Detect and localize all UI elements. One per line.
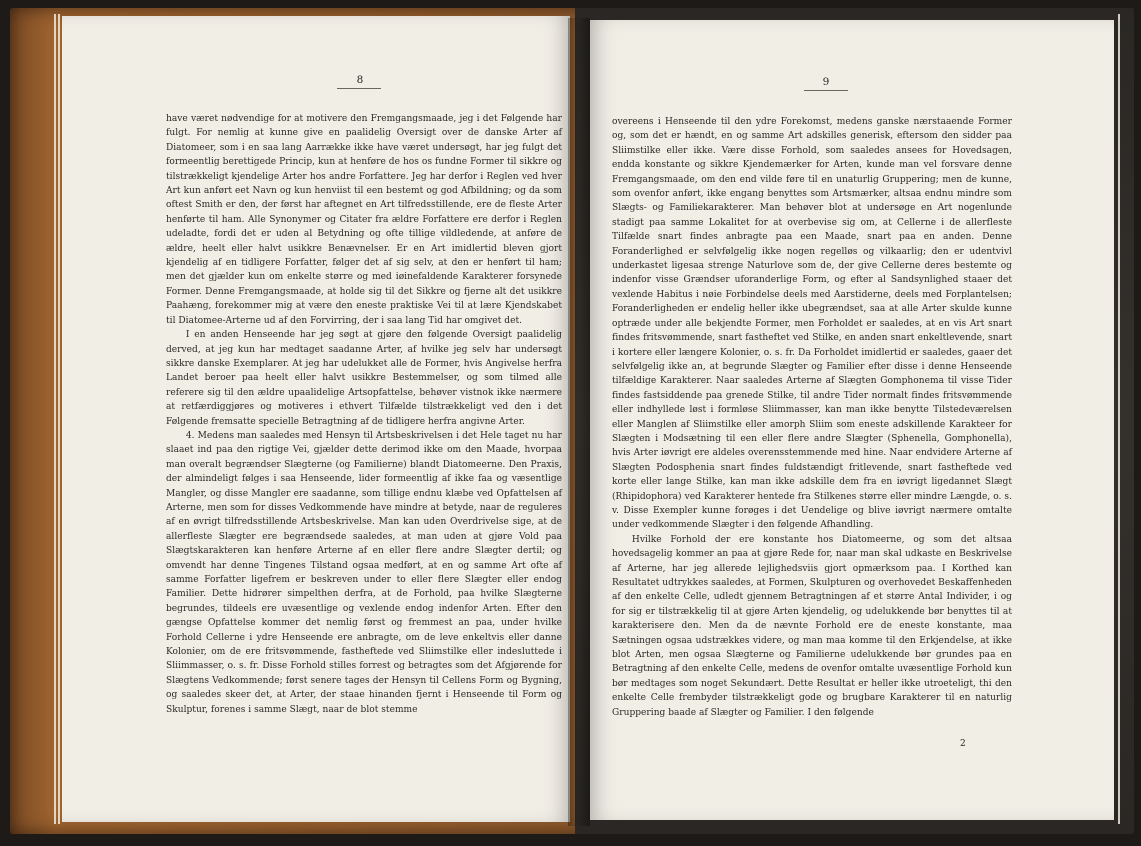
paragraph: have været nødvendige for at motivere den Fremgangsmaade, jeg i det Følgende har fulgt. For nemlig at kunne give en paalidelig Oversigt over de danske Arter af Diatomeer, som i en saa lang Aarrække ikke have været undersøgt, har jeg fulgt det formeentlig berettigede Princip, kun at henføre de hos os fundne Former til sikkre og tilstrækkeligt kjendelige Arter hos andre Forfattere. Jeg har derfor i Reglen ved hver Art kun anført eet Navn og kun henviist til een bestemt og god Afbildning; og da som oftest Smith er den, der først har aftegnet en Art tilfredsstillende, ere de fleste Arter henførte til ham. Alle Synonymer og Citater fra ældre Forfattere ere derfor i Reglen udeladte, fordi det er uden al Betydning og ofte tillige vildledende, at anføre de ældre, heelt eller halvt usikkre Benævnelser. Er en Art imidlertid bleven gjort kjendelig af en tidligere Forfatter, følger det af sig selv, at den er henført til ham; men det gjælder kun om enkelte større og med iøinefaldende Karakterer forsynede Former. Denne Fremgangsmaade, at holde sig til det Sikkre og fjerne alt det usikkre Paahæng, forekommer mig at være den eneste praktiske Vei til at lære Kjendskabet til Diatomee-Arterne ud af den Forvirring, der i saa lang Tid har omgivet det.	[166, 114, 562, 326]
page-edge	[54, 14, 56, 824]
paragraph: overeens i Henseende til den ydre Forekomst, medens ganske nærstaaende Former og, som det er hændt, en og samme Art adskilles generisk, eftersom den sidder paa Sliimstilke eller ikke. Være disse Forhold, som saaledes ansees for Hovedsagen, endda konstante og sikkre Kjendemærker for Arten, kunde man vel forsvare denne Fremgangsmaade, om den end vilde føre til en unaturlig Gruppering; men de kunne, som ovenfor anført, ikke engang benyttes som Artsmærker, altsaa endnu mindre som Slægts- og Familiekarakterer. Man behøver blot at undersøge en Art nogenlunde stadigt paa samme Lokalitet for at overbevise sig om, at Cellerne i de allerfleste Tilfælde snart findes anbragte paa een Maade, snart paa en anden. Denne Foranderlighed er selvfølgelig ikke nogen regelløs og vilkaarlig; den er udentvivl underkastet ligesaa strenge Naturlove som de, der give Cellerne deres bestemte og indenfor visse Grændser uforanderlige Form, og efter al Sandsynlighed staaer det vexlende Habitus i nøie Forbindelse deels med Aarstiderne, deels med Forplantelsen; Foranderligheden er endelig heller ikke ubegrændset, saa at alle Arter skulde kunne optræde under alle bekjendte Former, men Forholdet er saaledes, at en vis Art snart findes fritsvømmende, snart fastheftet ved Stilke, en anden snart enkeltlevende, snart i kortere eller længere Kolonier, o. s. fr. Da Forholdet imidlertid er saaledes, gaaer det selvfølgelig ikke an, at begrunde Slægter og Familier efter disse i denne Henseende tilfældige Karakterer. Naar saaledes Arterne af Slægten Gomphonema til visse Tider findes fastsiddende paa grenede Stilke, til andre Tider normalt findes fritsvømmende eller indhyllede løst i formløse Sliimmasser, kan man ikke benytte Tilstedeværelsen eller Manglen af Sliimstilke eller amorph Sliim som eneste adskillende Karakteer for Slægten i Modsætning til een eller flere andre Slægter (Sphenella, Gomphonella), hvis Arter iøvrigt ere aldeles overensstemmende med hine. Naar endvidere Arterne af Slægten Podosphenia snart findes fuldstændigt fritlevende, snart fastheftede ved korte eller lange Stilke, kan man ikke adskille dem fra en iøvrigt ligedannet Slægt (Rhipidophora) ved Karakterer hentede fra Stilkenes større eller mindre Længde, o. s. v. Disse Exempler kunne forøges i det Uendelige og blive iøvrigt nærmere omtalte under vedkommende Slægter i den følgende Afhandling.	[612, 117, 1012, 531]
paragraph: Hvilke Forhold der ere konstante hos Diatomeerne, og som det altsaa hovedsagelig kommer an paa at gjøre Rede for, naar man skal udkaste en Beskrivelse af Arterne, har jeg allerede lejlighedsviis gjort opmærksom paa. I Korthed kan Resultatet udtrykkes saaledes, at Formen, Skulpturen og overhovedet Beskaffenheden af den enkelte Celle, udledt gjennem Betragtningen af et større Antal Individer, i og for sig er tilstrækkelig til at gjøre Arten kjendelig, og udelukkende bør benyttes til at karakterisere den. Men da de nævnte Forhold ere de eneste konstante, maa Sætningen ogsaa udstrækkes videre, og man maa komme til den Erkjendelse, at ikke blot Arten, men ogsaa Slægterne og Familierne udelukkende bør grundes paa en Betragtning af den enkelte Celle, medens de ovenfor omtalte uvæsentlige Forhold kun bør medtages som noget Sekundært. Dette Resultat er heller ikke utroeteligt, thi den enkelte Celle frembyder tilstrækkeligt gode og brugbare Karakterer til en naturlig Gruppering baade af Slægter og Familier. I den følgende	[612, 534, 1012, 718]
page-number-rule	[337, 88, 381, 89]
page-number-rule	[804, 90, 848, 91]
left-page	[62, 16, 570, 822]
paragraph: I en anden Henseende har jeg søgt at gjøre den følgende Oversigt paalidelig derved, at jeg kun har medtaget saadanne Arter, af hvilke jeg selv har undersøgt sikkre danske Exemplarer. At jeg har udelukket alle de Former, hvis Angivelse herfra Landet beroer paa heelt eller halvt usikkre Bestemmelser, og som tilmed alle referere sig til den ældre upaalidelige Artsopfattelse, behøver vistnok ikke nærmere at retfærdiggjøres og motiveres i ethvert Tilfælde tilstrækkeligt ved den i det Følgende fremsatte specielle Betragtning af de tidligere herfra angivne Arter.	[166, 330, 562, 427]
page-edge	[1118, 14, 1120, 824]
paragraph: 4. Medens man saaledes med Hensyn til Artsbeskrivelsen i det Hele taget nu har slaaet ind paa den rigtige Vei, gjælder dette derimod ikke om den Maade, hvorpaa man overalt begrændser Slægterne (og Familierne) blandt Diatomeerne. Den Praxis, der almindeligt følges i saa Henseende, lider formeentlig af ikke faa og væsentlige Mangler, og disse Mangler ere saadanne, som tillige endnu klæbe ved Opfattelsen af Arterne, men som for disses Vedkommende have mindre at betyde, naar de reguleres af en øvrigt tilfredsstillende Artsbeskrivelse. Man kan uden Overdrivelse sige, at de allerfleste Slægter ere begrændsede saaledes, at man uden at gjøre Vold paa Slægtskarakteren kan henføre Arterne af en eller flere andre Slægter dertil; og omvendt har denne Tingenes Tilstand ogsaa medført, at en og samme Art ofte af samme Forfatter ligefrem er beskreven under to eller flere Slægter eller endog Familier. Dette hidrører simpelthen derfra, at de Forhold, paa hvilke Slægterne begrundes, tildeels ere uvæsentlige og vexlende endog indenfor Arten. Efter den gængse Opfattelse kommer det nemlig først og fremmest an paa, under hvilke Forhold Cellerne i ydre Henseende ere anbragte, om de leve enkeltvis eller danne Kolonier, om de ere fritsvømmende, fastheftede ved Sliimstilke eller indesluttede i Sliimmasser, o. s. fr. Disse Forhold stilles forrest og betragtes som det Afgjørende for Slægtens Vedkommende; først senere tages der Hensyn til Cellens Form og Bygning, og saaledes skeer det, at Arter, der staae hinanden fjernt i Henseende til Form og Skulptur, forenes i samme Slægt, naar de blot stemme	[166, 430, 562, 715]
left-page-text	[166, 112, 562, 717]
book-gutter	[568, 18, 590, 826]
right-page-text	[612, 115, 1012, 720]
signature-mark: 2	[960, 739, 966, 749]
page-number: 8	[356, 74, 364, 86]
page-edge	[58, 14, 60, 824]
page-number: 9	[822, 76, 830, 88]
right-page	[590, 20, 1114, 820]
